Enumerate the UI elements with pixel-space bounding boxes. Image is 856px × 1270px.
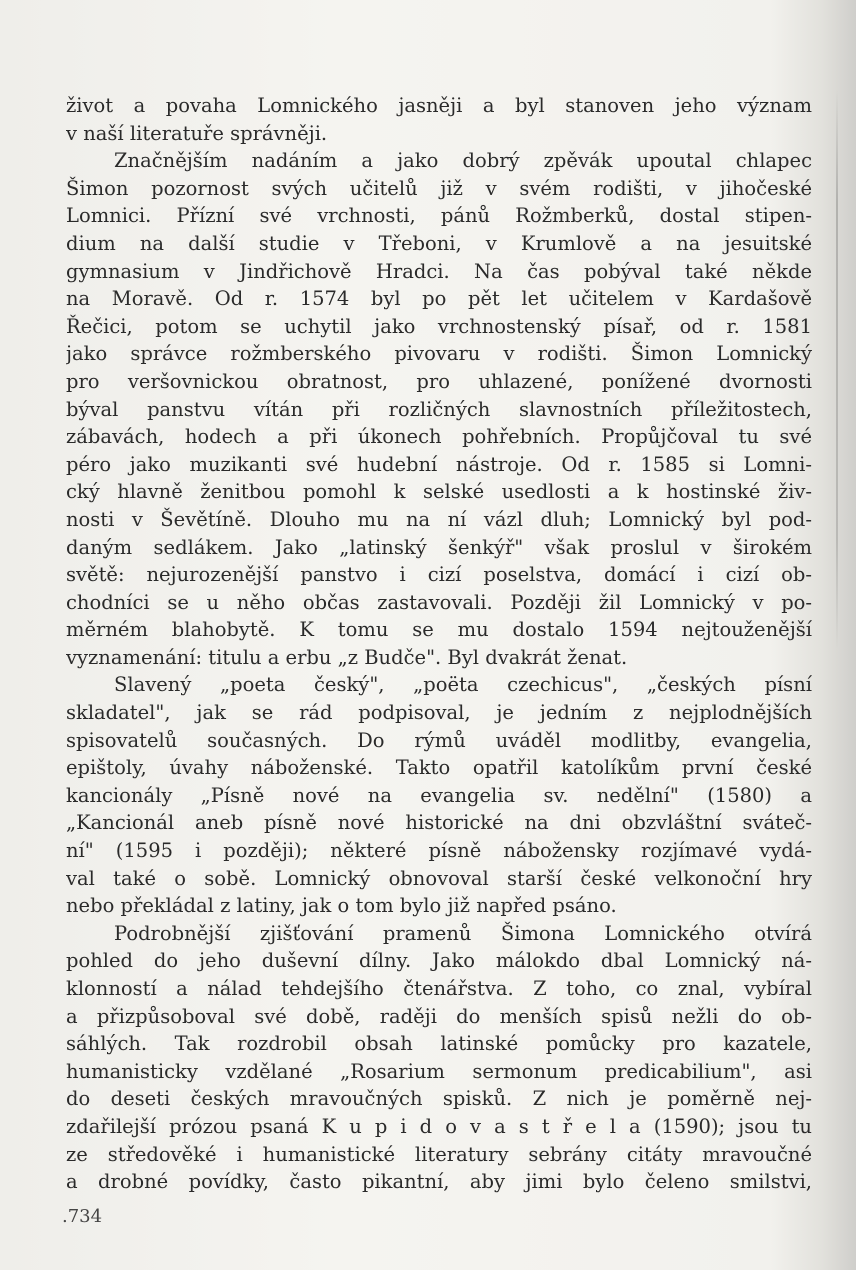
text-line: zdařilejší prózou psaná K u p i d o v a s t ř e l a (1590); jsou tu xyxy=(66,1114,812,1138)
text-line: gymnasium v Jindřichově Hradci. Na čas pobýval také někde xyxy=(66,259,812,283)
text-line: klonností a nálad tehdejšího čtenářstva. Z toho, co znal, vybíral xyxy=(66,977,812,1000)
text-line: daným sedlákem. Jako „latinský šenkýř" však proslul v širokém xyxy=(66,535,812,559)
text-line: Šimon pozornost svých učitelů již v svém rodišti, v jihočeské xyxy=(66,176,812,200)
text-line: do deseti českých mravoučných spisků. Z nich je poměrně nej- xyxy=(66,1087,812,1111)
text-line: epištoly, úvahy náboženské. Takto opatřil katolíkům první české xyxy=(66,756,812,780)
text-line: „Kancionál aneb písně nové historické na dni obzvláštní sváteč- xyxy=(66,811,812,835)
text-line: Řečici, potom se uchytil jako vrchnostenský písař, od r. 1581 xyxy=(66,314,812,338)
text-line: zábavách, hodech a při úkonech pohřebních. Propůjčoval tu své xyxy=(66,425,812,449)
text-line: chodníci se u něho občas zastavovali. Později žil Lomnický v po- xyxy=(66,590,812,614)
text-line: ní" (1595 i později); některé písně nábožensky rozjímavé vydá- xyxy=(66,839,812,863)
text-line: sáhlých. Tak rozdrobil obsah latinské pomůcky pro kazatele, xyxy=(66,1032,812,1056)
text-line: býval panstvu vítán při rozličných slavnostních příležitostech, xyxy=(66,397,812,421)
page-edge-shadow xyxy=(836,90,838,650)
text-line: světě: nejurozenější panstvo i cizí poselstva, domácí i cizí ob- xyxy=(66,563,812,587)
text-line: humanisticky vzdělané „Rosarium sermonum predicabilium", asi xyxy=(66,1059,812,1083)
text-line: cký hlavně ženitbou pomohl k selské usedlosti a k hostinské živ- xyxy=(66,480,812,504)
text-line: dium na další studie v Třeboni, v Krumlově a na jesuitské xyxy=(66,231,812,255)
text-line: a přizpůsoboval své době, raději do menších spisů nežli do ob- xyxy=(66,1004,812,1028)
text-line: kancionály „Písně nové na evangelia sv. nedělní" (1580) a xyxy=(66,783,812,807)
page-number: .734 xyxy=(62,1206,103,1227)
text-line: nebo překládal z latiny, jak o tom bylo již napřed psáno. xyxy=(66,894,617,918)
text-line: Lomnici. Přízní své vrchnosti, pánů Rožmberků, dostal stipen- xyxy=(66,204,812,228)
text-line: péro jako muzikanti své hudební nástroje. Od r. 1585 si Lomni- xyxy=(66,452,812,476)
text-line: nosti v Ševětíně. Dlouho mu na ní vázl dluh; Lomnický byl pod- xyxy=(66,507,812,531)
text-line: val také o sobě. Lomnický obnovoval starší české velkonoční hry xyxy=(66,866,812,890)
text-line: a drobné povídky, často pikantní, aby jimi bylo čeleno smilstvi, xyxy=(66,1170,812,1194)
text-line: Slavený „poeta český", „poëta czechicus", „českých písní xyxy=(114,673,812,697)
text-line: jako správce rožmberského pivovaru v rodišti. Šimon Lomnický xyxy=(66,342,812,366)
text-line: pohled do jeho duševní dílny. Jako málokdo dbal Lomnický ná- xyxy=(66,949,812,973)
body-text xyxy=(66,92,812,1196)
text-line: Podrobnější zjišťování pramenů Šimona Lomnického otvírá xyxy=(114,921,812,945)
text-line: pro veršovnickou obratnost, pro uhlazené, ponížené dvornosti xyxy=(66,369,812,393)
text-line: život a povaha Lomnického jasněji a byl stanoven jeho význam xyxy=(66,94,812,117)
text-line: ze středověké i humanistické literatury sebrány citáty mravoučné xyxy=(66,1142,812,1166)
text-line: měrném blahobytě. K tomu se mu dostalo 1594 nejtouženější xyxy=(66,618,812,642)
text-line: skladatel", jak se rád podpisoval, je jedním z nejplodnějších xyxy=(66,701,812,725)
text-line: spisovatelů současných. Do rýmů uváděl modlitby, evangelia, xyxy=(66,728,812,752)
text-line: vyznamenání: titulu a erbu „z Budče". Byl dvakrát ženat. xyxy=(66,645,628,669)
text-line: v naší literatuře správněji. xyxy=(66,121,328,145)
text-line: Značnějším nadáním a jako dobrý zpěvák upoutal chlapec xyxy=(114,149,812,173)
text-line: na Moravě. Od r. 1574 byl po pět let učitelem v Kardašově xyxy=(66,287,812,311)
